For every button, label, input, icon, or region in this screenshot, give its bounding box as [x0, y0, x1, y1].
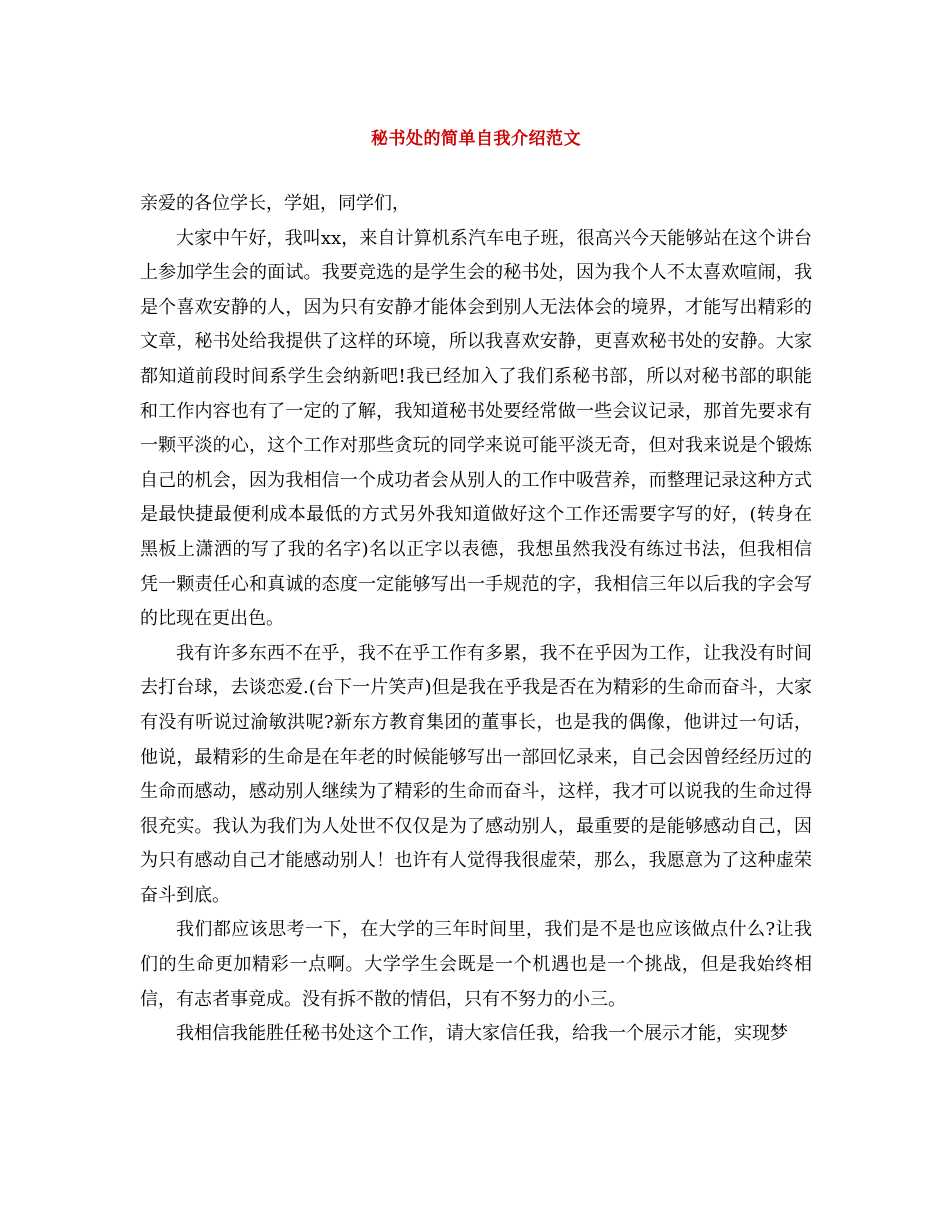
salutation: 亲爱的各位学长，学姐，同学们，: [140, 193, 410, 214]
paragraph-1: 大家中午好，我叫xx，来自计算机系汽车电子班，很高兴今天能够站在这个讲台上参加学生会的面试。我要竞选的是学生会的秘书处，因为我个人不太喜欢喧闹，我是个喜欢安静的人，因为只有安静才能体会到别人无法体会的境界，才能写出精彩的文章，秘书处给我提供了这样的环境，所以我喜欢安静，更喜欢秘书处的安静。大家都知道前段时间系学生会纳新吧!我已经加入了我们系秘书部，所以对秘书部的职能和工作内容也有了一定的了解，我知道秘书处要经常做一些会议记录，那首先要求有一颗平淡的心，这个工作对那些贪玩的同学来说可能平淡无奇，但对我来说是个锻炼自己的机会，因为我相信一个成功者会从别人的工作中吸营养，而整理记录这种方式是最快捷最便利成本最低的方式另外我知道做好这个工作还需要字写的好，(转身在黑板上潇洒的写了我的名字)名以正字以表德，我想虽然我没有练过书法，但我相信凭一颗责任心和真诚的态度一定能够写出一手规范的字，我相信三年以后我的字会写的比现在更出色。: [140, 227, 812, 630]
document-title: 秘书处的简单自我介绍范文: [371, 129, 581, 149]
document-body: [140, 187, 812, 1052]
paragraph-2: 我有许多东西不在乎，我不在乎工作有多累，我不在乎因为工作，让我没有时间去打台球，去谈恋爱.(台下一片笑声)但是我在乎我是否在为精彩的生命而奋斗，大家有没有听说过渝敏洪呢?新东方教育集团的董事长，也是我的偶像，他讲过一句话，他说，最精彩的生命是在年老的时候能够写出一部回忆录来，自己会因曾经经历过的生命而感动，感动别人继续为了精彩的生命而奋斗，这样，我才可以说我的生命过得很充实。我认为我们为人处世不仅仅是为了感动别人，最重要的是能够感动自己，因为只有感动自己才能感动别人！也许有人觉得我很虚荣，那么，我愿意为了这种虚荣奋斗到底。: [140, 642, 812, 906]
paragraph-3: 我们都应该思考一下，在大学的三年时间里，我们是不是也应该做点什么?让我们的生命更加精彩一点啊。大学学生会既是一个机遇也是一个挑战，但是我始终相信，有志者事竟成。没有拆不散的情侣，只有不努力的小三。: [140, 919, 812, 1010]
paragraph-4: 我相信我能胜任秘书处这个工作，请大家信任我，给我一个展示才能，实现梦: [176, 1023, 788, 1045]
